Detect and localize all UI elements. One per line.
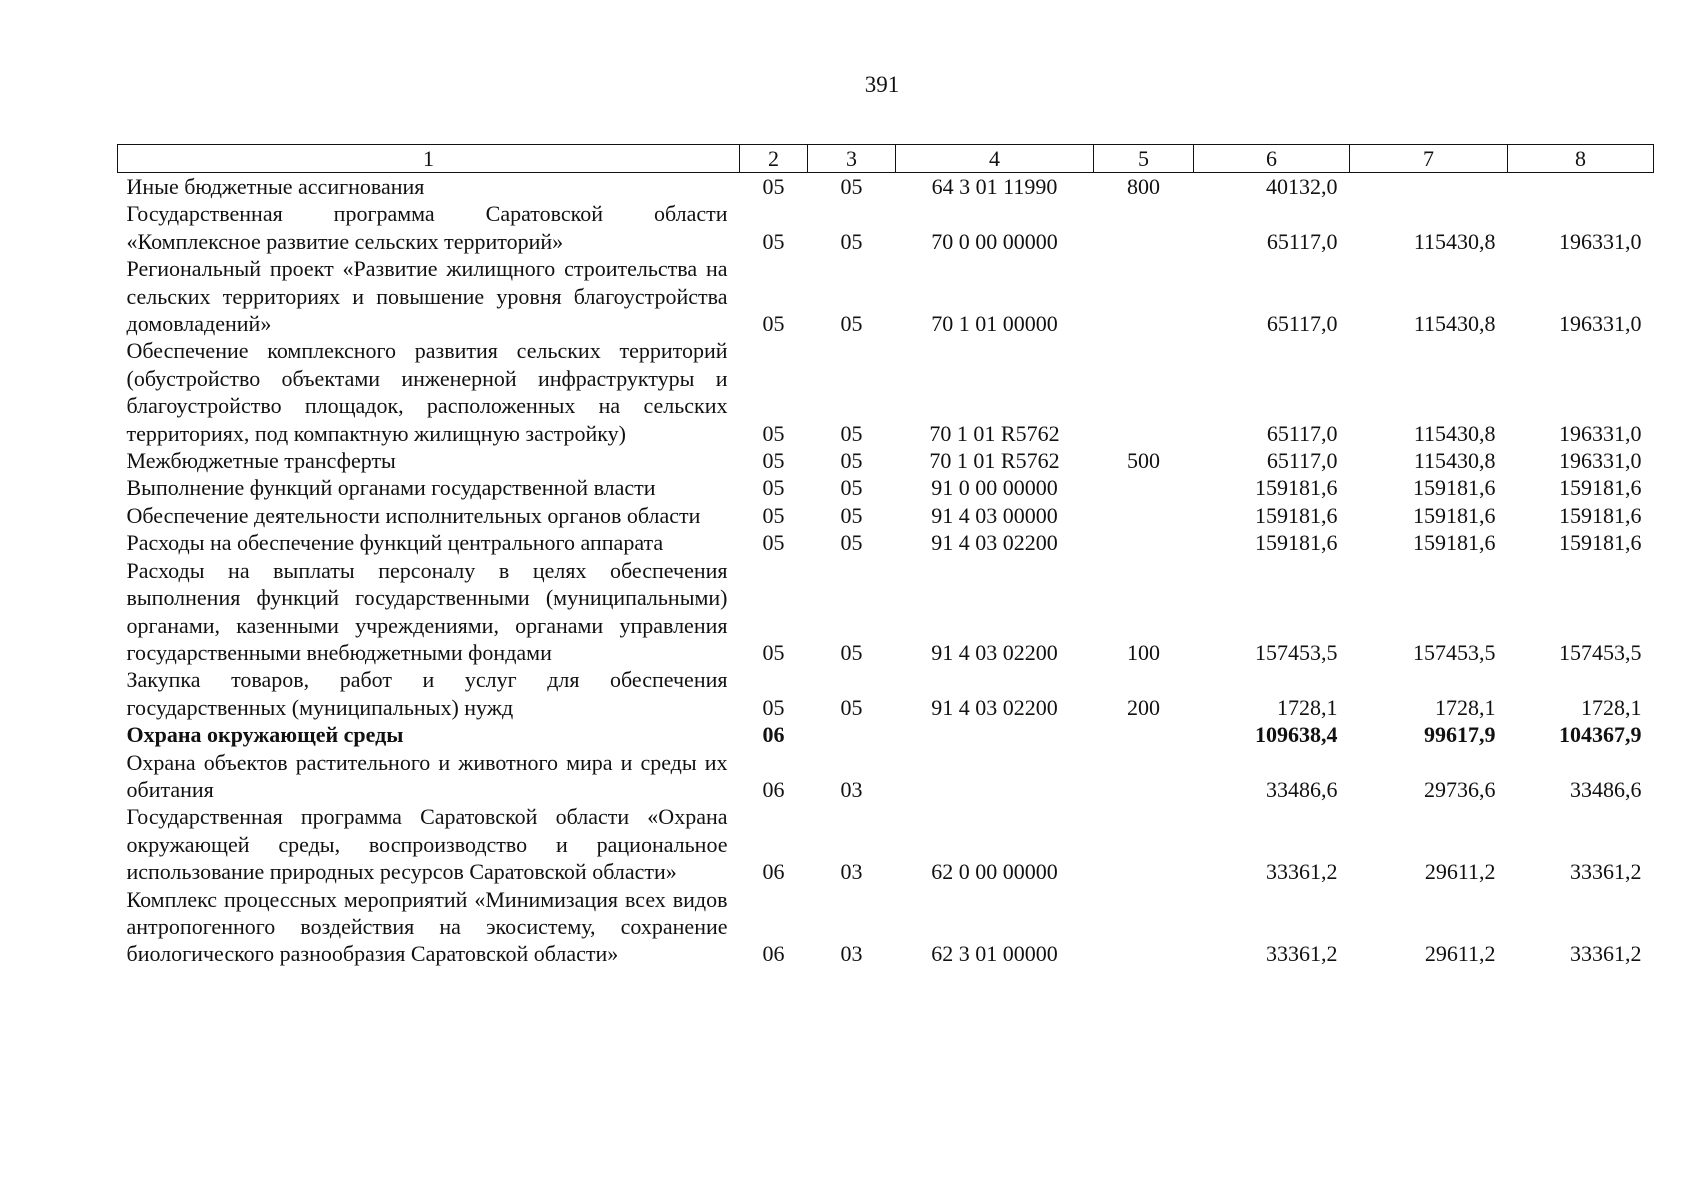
page-number: 391 xyxy=(864,72,900,97)
table-row xyxy=(118,529,1654,556)
row-amount-1: 33486,6 xyxy=(1266,776,1338,802)
row-description: Региональный проект «Развитие жилищного строительства на сельских территориях и повышение уровня благоустройства домовладений» xyxy=(126,256,728,337)
row-subsection-code: 05 xyxy=(840,174,863,199)
row-amount-1: 157453,5 xyxy=(1255,639,1338,665)
row-target-article: 91 4 03 00000 xyxy=(931,502,1058,528)
table-row xyxy=(118,447,1654,474)
row-expense-type xyxy=(1094,200,1194,255)
row-subsection-code: 03 xyxy=(840,776,863,802)
row-target-article: 91 4 03 02200 xyxy=(931,530,1058,556)
row-amount-1: 159181,6 xyxy=(1255,475,1338,501)
row-amount-3: 196331,0 xyxy=(1559,311,1642,337)
row-target-article: 70 1 01 R5762 xyxy=(929,420,1060,446)
row-subsection-code: 03 xyxy=(840,941,863,967)
column-header-8: 8 xyxy=(1508,145,1654,173)
row-target-article: 70 0 00 00000 xyxy=(931,228,1058,254)
row-section-code: 05 xyxy=(762,694,785,720)
row-expense-type: 200 xyxy=(1127,694,1160,720)
row-amount-3: 196331,0 xyxy=(1559,228,1642,254)
row-amount-3: 159181,6 xyxy=(1559,530,1642,556)
row-amount-3: 159181,6 xyxy=(1559,475,1642,501)
row-subsection-code: 05 xyxy=(840,228,863,254)
table-row xyxy=(118,803,1654,885)
row-amount-2: 29611,2 xyxy=(1424,859,1496,885)
table-body xyxy=(118,173,1654,968)
row-amount-3 xyxy=(1508,173,1654,201)
row-amount-1: 109638,4 xyxy=(1255,722,1338,748)
row-amount-1: 65117,0 xyxy=(1266,448,1338,474)
row-target-article: 70 1 01 00000 xyxy=(931,311,1058,337)
table-row xyxy=(118,886,1654,968)
column-header-3: 3 xyxy=(808,145,896,173)
row-subsection-code: 05 xyxy=(840,448,863,474)
row-subsection-code: 05 xyxy=(840,502,863,528)
row-expense-type xyxy=(1094,749,1194,804)
row-subsection-code: 05 xyxy=(840,475,863,501)
row-amount-2: 29736,6 xyxy=(1424,776,1496,802)
row-expense-type xyxy=(1094,474,1194,501)
row-section-code: 05 xyxy=(762,420,785,446)
row-section-code: 05 xyxy=(762,639,785,665)
column-header-2: 2 xyxy=(740,145,808,173)
column-header-7: 7 xyxy=(1350,145,1508,173)
row-expense-type: 500 xyxy=(1127,448,1160,474)
row-amount-2: 115430,8 xyxy=(1413,311,1496,337)
row-section-code: 05 xyxy=(762,228,785,254)
row-subsection-code xyxy=(808,721,896,748)
row-expense-type xyxy=(1094,502,1194,529)
row-section-code: 05 xyxy=(762,530,785,556)
table-row xyxy=(118,255,1654,337)
row-description: Расходы на выплаты персоналу в целях обеспечения выполнения функций государственными (муниципальными) органами, казенными учреждениями, органами управления государственными внебюджетными фондами xyxy=(126,557,728,665)
row-section-code: 05 xyxy=(762,502,785,528)
row-description: Выполнение функций органами государственной власти xyxy=(126,475,656,501)
row-amount-2: 159181,6 xyxy=(1413,502,1496,528)
row-subsection-code: 03 xyxy=(840,859,863,885)
row-description: Межбюджетные трансферты xyxy=(126,448,396,474)
row-expense-type xyxy=(1094,886,1194,968)
row-amount-2: 29611,2 xyxy=(1424,941,1496,967)
row-subsection-code: 05 xyxy=(840,694,863,720)
row-amount-2: 115430,8 xyxy=(1413,448,1496,474)
row-description: Обеспечение деятельности исполнительных органов области xyxy=(126,502,701,528)
row-amount-1: 159181,6 xyxy=(1255,530,1338,556)
row-description: Закупка товаров, работ и услуг для обеспечения государственных (муниципальных) нужд xyxy=(126,667,728,720)
table-row xyxy=(118,666,1654,721)
row-amount-2: 99617,9 xyxy=(1424,722,1496,748)
row-description: Охрана окружающей среды xyxy=(126,722,404,748)
column-header-4: 4 xyxy=(896,145,1094,173)
row-section-code: 06 xyxy=(762,722,785,748)
row-section-code: 06 xyxy=(762,941,785,967)
row-amount-2: 157453,5 xyxy=(1413,639,1496,665)
row-section-code: 05 xyxy=(762,174,785,199)
row-description: Комплекс процессных мероприятий «Минимизация всех видов антропогенного воздействия на экосистему, сохранение биологического разнообразия Саратовской области» xyxy=(126,886,728,967)
row-amount-1: 33361,2 xyxy=(1266,859,1338,885)
table-row xyxy=(118,200,1654,255)
row-section-code: 05 xyxy=(762,311,785,337)
row-target-article: 62 3 01 00000 xyxy=(931,941,1058,967)
column-header-1: 1 xyxy=(118,145,740,173)
row-section-code: 05 xyxy=(762,448,785,474)
row-expense-type: 800 xyxy=(1127,174,1160,199)
row-subsection-code: 05 xyxy=(840,530,863,556)
row-amount-1: 65117,0 xyxy=(1266,228,1338,254)
row-amount-1: 159181,6 xyxy=(1255,502,1338,528)
table-row xyxy=(118,502,1654,529)
row-amount-1: 65117,0 xyxy=(1266,420,1338,446)
row-expense-type xyxy=(1094,337,1194,447)
row-expense-type: 100 xyxy=(1127,639,1160,665)
row-target-article xyxy=(896,721,1094,748)
row-description: Охрана объектов растительного и животного мира и среды их обитания xyxy=(126,749,728,802)
row-target-article: 62 0 00 00000 xyxy=(931,859,1058,885)
table-row xyxy=(118,337,1654,447)
row-description: Государственная программа Саратовской области «Охрана окружающей среды, воспроизводство и рациональное использование природных ресурсов Саратовской области» xyxy=(126,804,728,885)
row-target-article: 70 1 01 R5762 xyxy=(929,448,1060,474)
row-target-article: 64 3 01 11990 xyxy=(931,174,1058,199)
row-expense-type xyxy=(1094,529,1194,556)
row-amount-2: 159181,6 xyxy=(1413,530,1496,556)
table-row xyxy=(118,721,1654,748)
row-subsection-code: 05 xyxy=(840,311,863,337)
row-expense-type xyxy=(1094,255,1194,337)
row-target-article: 91 4 03 02200 xyxy=(931,639,1058,665)
row-description: Иные бюджетные ассигнования xyxy=(126,174,425,199)
row-section-code: 05 xyxy=(762,475,785,501)
row-amount-1: 33361,2 xyxy=(1266,941,1338,967)
row-description: Обеспечение комплексного развития сельских территорий (обустройство объектами инженерной инфраструктуры и благоустройство площадок, расположенных на сельских территориях, под компактную жилищную застройку) xyxy=(126,338,728,446)
row-amount-2: 1728,1 xyxy=(1435,694,1496,720)
row-amount-3: 1728,1 xyxy=(1581,694,1642,720)
row-target-article: 91 4 03 02200 xyxy=(931,694,1058,720)
budget-table xyxy=(117,144,1654,968)
column-header-5: 5 xyxy=(1094,145,1194,173)
table-header xyxy=(118,145,1654,173)
table-row xyxy=(118,749,1654,804)
row-section-code: 06 xyxy=(762,859,785,885)
row-section-code: 06 xyxy=(762,776,785,802)
column-header-6: 6 xyxy=(1194,145,1350,173)
table-row xyxy=(118,557,1654,667)
row-amount-3: 159181,6 xyxy=(1559,502,1642,528)
row-amount-1: 1728,1 xyxy=(1277,694,1338,720)
row-amount-1: 40132,0 xyxy=(1266,174,1338,199)
row-expense-type xyxy=(1094,803,1194,885)
row-amount-1: 65117,0 xyxy=(1266,311,1338,337)
row-target-article: 91 0 00 00000 xyxy=(931,475,1058,501)
row-expense-type xyxy=(1094,721,1194,748)
row-amount-3: 157453,5 xyxy=(1559,639,1642,665)
row-amount-3: 33361,2 xyxy=(1570,941,1642,967)
row-description: Государственная программа Саратовской области «Комплексное развитие сельских территорий» xyxy=(126,201,728,254)
row-amount-3: 196331,0 xyxy=(1559,420,1642,446)
table-row xyxy=(118,173,1654,201)
row-subsection-code: 05 xyxy=(840,420,863,446)
row-amount-2: 159181,6 xyxy=(1413,475,1496,501)
row-target-article xyxy=(896,749,1094,804)
row-description: Расходы на обеспечение функций центрального аппарата xyxy=(126,530,664,556)
table-row xyxy=(118,474,1654,501)
row-amount-2 xyxy=(1350,173,1508,201)
row-amount-2: 115430,8 xyxy=(1413,228,1496,254)
row-amount-2: 115430,8 xyxy=(1413,420,1496,446)
row-amount-3: 33361,2 xyxy=(1570,859,1642,885)
row-amount-3: 33486,6 xyxy=(1570,776,1642,802)
row-amount-3: 104367,9 xyxy=(1559,722,1642,748)
row-subsection-code: 05 xyxy=(840,639,863,665)
row-amount-3: 196331,0 xyxy=(1559,448,1642,474)
